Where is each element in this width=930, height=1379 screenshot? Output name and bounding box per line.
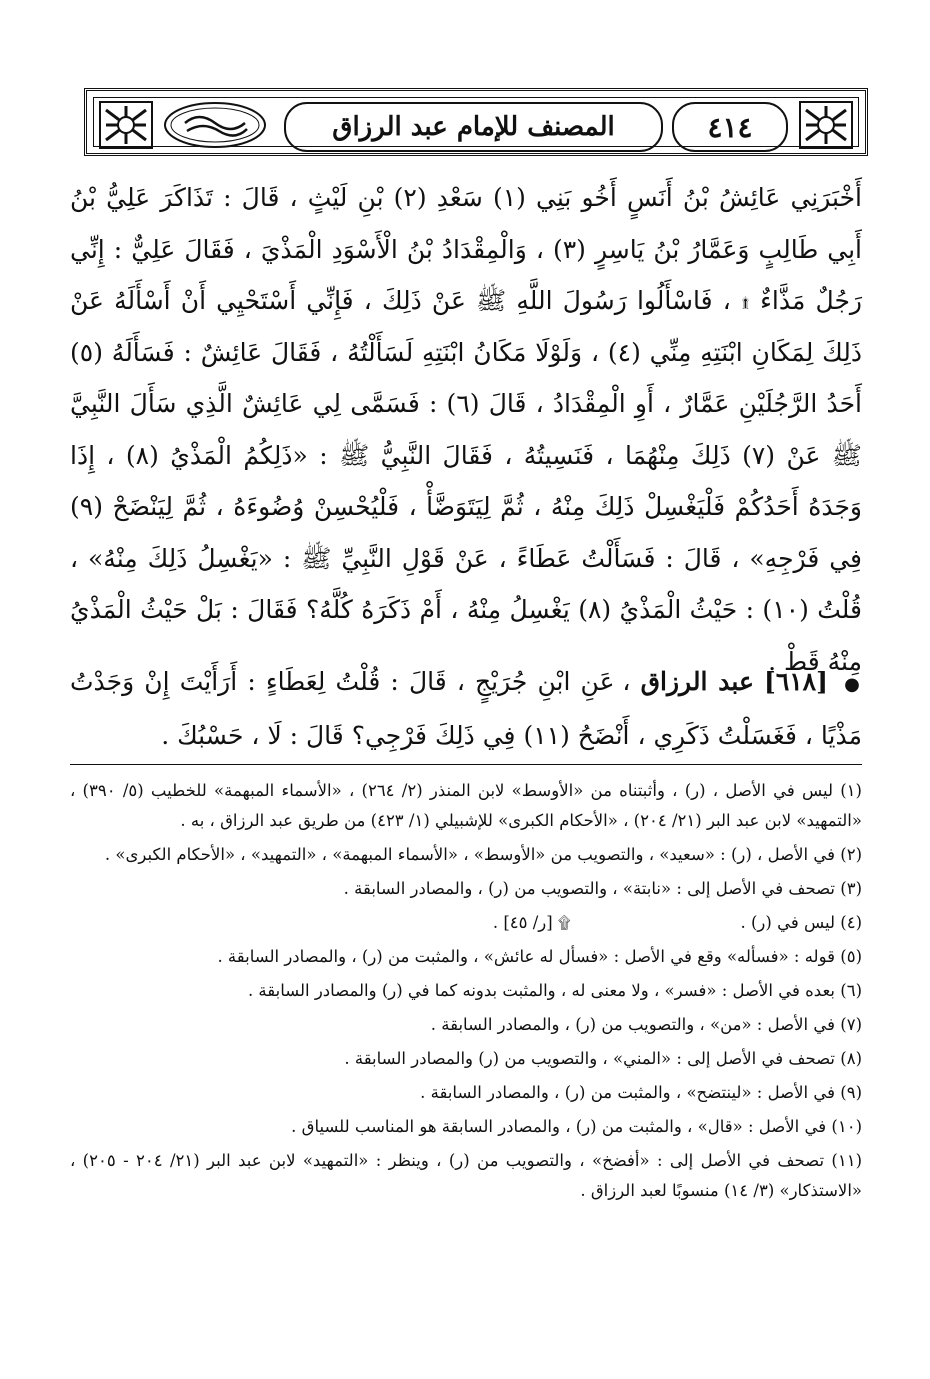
hadith-body: ، عَنِ ابْنِ جُرَيْجٍ ، قَالَ : قُلْتُ لِعَطَاءٍ : أَرَأَيْتَ إِنْ وَجَدْتُ مَذْيًا ، فَغَسَلْتُ ذَكَرِي ، أَنْضَحُ (١١) فِي ذَلِكَ فَرْجِي؟ قَالَ : لَا ، حَسْبُكَ . [70,667,862,750]
footnote: (٦) بعده في الأصل : «فسر» ، ولا معنى له ، والمثبت بدونه كما في (ر) والمصادر السابقة . [247,981,862,1000]
footnotes [70,776,862,1210]
footnote-divider [70,764,862,765]
footnote: (٢) في الأصل ، (ر) : «سعيد» ، والتصويب من «الأوسط» ، «الأسماء المبهمة» ، «التمهيد» ، «الأحكام الكبرى» . [104,845,862,864]
hadith-number: [٦١٨] [763,667,828,696]
page-header [84,88,868,156]
footnote: (٨) تصحف في الأصل إلى : «المني» ، والتصويب من (ر) والمصادر السابقة . [344,1049,862,1068]
hadith-618 [70,656,862,761]
book-title: المصنف للإمام عبد الرزاق [284,102,663,152]
header-frame [93,97,859,147]
footnote: (٥) قوله : «فسأله» وقع في الأصل : «فسأل له عائش» ، والمثبت من (ر) ، والمصادر السابقة . [217,947,862,966]
ornament-icon [798,100,854,150]
hadith-author: عبد الرزاق [640,667,754,696]
hadith-text [70,172,862,687]
footnote-row [70,908,862,938]
ornament-icon [98,100,154,150]
footnote: (٩) في الأصل : «لينتضح» ، والمثبت من (ر) ، والمصادر السابقة . [420,1083,862,1102]
page-number: ٤١٤ [672,102,788,152]
seal-icon [163,101,267,149]
footnote: (٣) تصحف في الأصل إلى : «نابتة» ، والتصويب من (ر) ، والمصادر السابقة . [343,879,862,898]
footnote: (١) ليس في الأصل ، (ر) ، وأثبتناه من «الأوسط» لابن المنذر (٢/ ٢٦٤) ، «الأسماء المبهمة» للخطيب (٥/ ٣٩٠) ، «التمهيد» لابن عبد البر (٢١/ ٢٠٤) ، «الأحكام الكبرى» للإشبيلي (١/ ٤٢٣) من طريق عبد الرزاق ، به . [70,781,862,830]
footnote: (١١) تصحف في الأصل إلى : «أفضخ» ، والتصويب من (ر) ، وينظر : «التمهيد» لابن عبد البر (٢١/ ٢٠٤ - ٢٠٥) ، «الاستذكار» (٣/ ١٤) منسوبًا لعبد الرزاق . [70,1151,862,1200]
footnote: ۩ [ر/ ٤٥] . [492,913,571,932]
footnote: (٤) ليس في (ر) . [740,913,862,932]
publisher-seal [160,100,270,150]
footnote: (١٠) في الأصل : «قال» ، والمثبت من (ر) ، والمصادر السابقة هو المناسب للسياق . [291,1117,862,1136]
footnote: (٧) في الأصل : «من» ، والتصويب من (ر) ، والمصادر السابقة . [430,1015,862,1034]
bullet-icon: ● [844,674,862,695]
hadith-paragraph: أَخْبَرَنِي عَائِشُ بْنُ أَنَسٍ أَخُو بَنِي (١) سَعْدِ (٢) بْنِ لَيْثٍ ، قَالَ : تَذَاكَرَ عَلِيُّ بْنُ أَبِي طَالِبٍ وَعَمَّارُ بْنُ يَاسِرٍ (٣) ، وَالْمِقْدَادُ بْنُ الْأَسْوَدِ الْمَذْيَ ، فَقَالَ عَلِيٌّ : إِنِّي رَجُلٌ مَذَّاءٌ ۩ ، فَاسْأَلُوا رَسُولَ اللَّهِ ﷺ عَنْ ذَلِكَ ، فَإِنِّي أَسْتَحْيِي أَنْ أَسْأَلَهُ عَنْ ذَلِكَ لِمَكَانِ ابْنَتِهِ مِنِّي (٤) ، وَلَوْلَا مَكَانُ ابْنَتِهِ لَسَأَلْتُهُ ، فَقَالَ عَائِشٌ : فَسَأَلَهُ (٥) أَحَدُ الرَّجُلَيْنِ عَمَّارٌ ، أَوِ الْمِقْدَادُ ، قَالَ (٦) : فَسَمَّى لِي عَائِشٌ الَّذِي سَأَلَ النَّبِيَّ ﷺ عَنْ (٧) ذَلِكَ مِنْهُمَا ، فَنَسِيتُهُ ، فَقَالَ النَّبِيُّ ﷺ : «ذَلِكُمُ الْمَذْيُ (٨) ، إِذَا وَجَدَهُ أَحَدُكُمْ فَلْيَغْسِلْ ذَلِكَ مِنْهُ ، ثُمَّ لِيَتَوَضَّأْ ، فَلْيُحْسِنْ وُضُوءَهُ ، ثُمَّ لِيَنْضَحْ (٩) فِي فَرْجِهِ» ، قَالَ : فَسَأَلْتُ عَطَاءً ، عَنْ قَوْلِ النَّبِيِّ ﷺ : «يَغْسِلُ ذَلِكَ مِنْهُ» ، قُلْتُ (١٠) : حَيْثُ الْمَذْيُ (٨) يَغْسِلُ مِنْهُ ، أَمْ ذَكَرَهُ كُلَّهُ؟ فَقَالَ : بَلْ حَيْثُ الْمَذْيُ مِنْهُ قَطْ . [70,183,863,676]
